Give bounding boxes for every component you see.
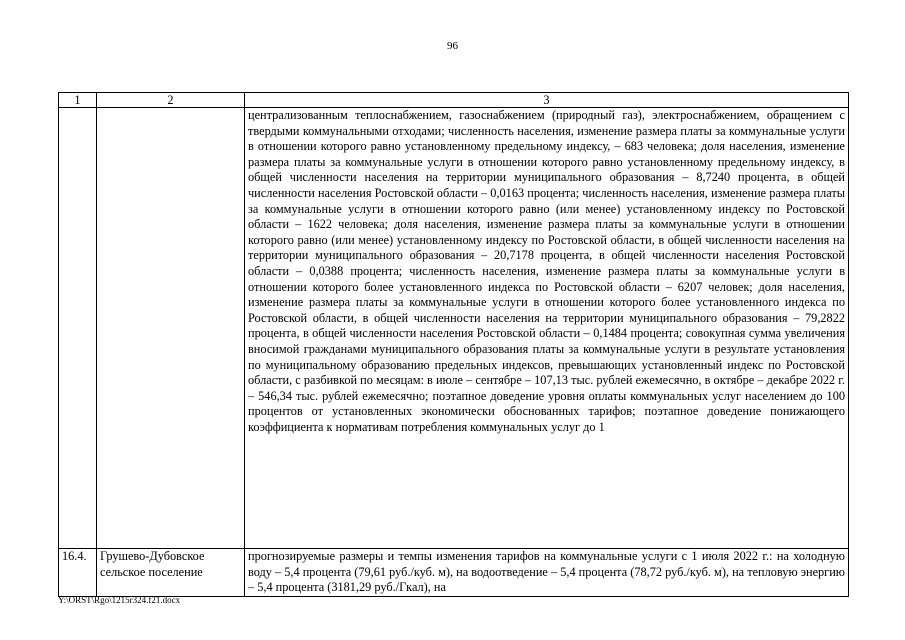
footer-file-path: Y:\ORST\Rgo\1215r324.f21.docx	[58, 595, 181, 605]
column-header-3: 3	[245, 93, 849, 108]
row-text-cell: централизованным теплоснабжением, газоснабжением (природный газ), электроснабжением, обращением с твердыми коммунальными отходами; численность населения, изменение размера платы за коммунальные услуги в отношении которого равно установленному предельному индексу, – 683 человека; доля населения, изменение размера платы за коммунальные услуги в отношении которого равно установленному предельному индексу, в общей численности населения на территории муниципального образования – 8,7240 процента, в общей численности населения Ростовской области – 0,0163 процента; численность населения, изменение размера платы за коммунальные услуги в отношении которого равно (или менее) установленному индексу по Ростовской области – 1622 человека; доля населения, изменение размера платы за коммунальные услуги в отношении которого равно (или менее) установленному индексу по Ростовской области, в общей численности населения на территории муниципального образования – 20,7178 процента, в общей численности населения Ростовской области – 0,0388 процента; численность населения, изменение размера платы за коммунальные услуги в отношении которого более установленного индекса по Ростовской области – 6207 человек; доля населения, изменение размера платы за коммунальные услуги в отношении которого более установленного индекса по Ростовской области, в общей численности населения на территории муниципального образования – 79,2822 процента, в общей численности населения Ростовской области – 0,1484 процента; совокупная сумма увеличения вносимой гражданами муниципального образования платы за коммунальные услуги в результате установления по муниципальному образованию предельных индексов, превышающих установленный индекс по Ростовской области, с разбивкой по месяцам: в июле – сентябре – 107,13 тыс. рублей ежемесячно, в октябре – декабре 2022 г. – 546,34 тыс. рублей ежемесячно; поэтапное доведение уровня оплаты коммунальных услуг населением до 100 процентов от установленных экономически обоснованных тарифов; поэтапное доведение понижающего коэффициента к нормативам потребления коммунальных услуг до 1	[245, 108, 849, 549]
column-header-1: 1	[59, 93, 97, 108]
table-header-row	[59, 93, 849, 108]
document-table	[58, 92, 849, 597]
table-row	[59, 549, 849, 597]
page-number: 96	[447, 40, 458, 52]
row-text-cell: прогнозируемые размеры и темпы изменения тарифов на коммунальные услуги с 1 июля 2022 г.: на холодную воду – 5,4 процента (79,61 руб./куб. м), на водоотведение – 5,4 процента (78,72 руб./куб. м), на тепловую энергию – 5,4 процента (3181,29 руб./Гкал), на	[245, 549, 849, 597]
row-number-cell	[59, 108, 97, 549]
row-number-cell: 16.4.	[59, 549, 97, 597]
row-name-cell: Грушево-Дубовское сельское поселение	[97, 549, 245, 597]
row-name-cell	[97, 108, 245, 549]
table-row	[59, 108, 849, 549]
column-header-2: 2	[97, 93, 245, 108]
